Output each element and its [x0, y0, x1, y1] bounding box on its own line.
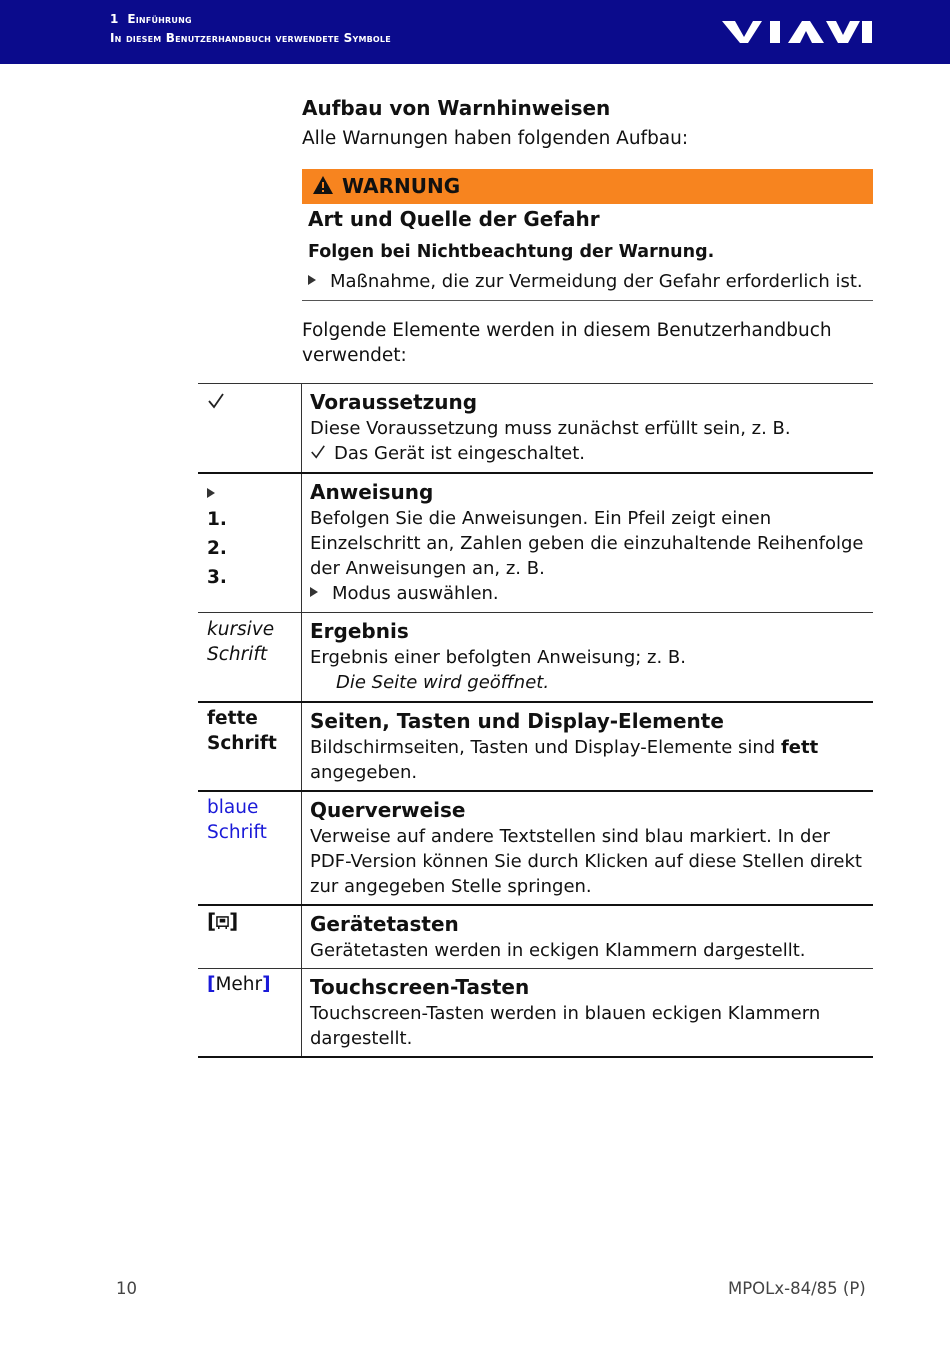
description-cell — [310, 703, 873, 790]
touchscreen-key-symbol — [207, 972, 271, 997]
example-text: Modus auswählen. — [332, 583, 499, 604]
description-cell — [310, 792, 873, 904]
elements-intro: Folgende Elemente werden in diesem Benutzerhandbuch verwendet: — [302, 320, 832, 366]
warning-triangle-icon — [312, 175, 334, 195]
row-example — [310, 581, 873, 607]
row-text: Touchscreen-Tasten werden in blauen eckigen Klammern dargestellt. — [310, 1003, 821, 1049]
symbol-cell — [198, 384, 302, 472]
step-number: 3. — [207, 567, 227, 588]
arrow-right-icon — [308, 275, 316, 285]
chapter-number: 1 — [110, 12, 119, 26]
danger-type: Art und Quelle der Gefahr — [308, 207, 600, 231]
italic-label: Schrift — [207, 644, 268, 665]
description-cell — [310, 613, 873, 701]
warning-banner — [302, 169, 873, 204]
viavi-logo — [722, 19, 872, 45]
blue-label: Schrift — [207, 822, 267, 843]
document-id: MPOLx-84/85 (P) — [728, 1279, 866, 1298]
chapter-title: Einführung — [127, 12, 192, 26]
section-title: In diesem Benutzerhandbuch verwendete Symbole — [110, 31, 391, 45]
row-title: Voraussetzung — [310, 390, 478, 414]
text-part: angegeben. — [310, 762, 418, 783]
page-header — [0, 0, 950, 64]
section-title-warnings: Aufbau von Warnhinweisen — [302, 96, 611, 120]
bracket-close: ] — [229, 909, 239, 933]
row-text: Verweise auf andere Textstellen sind blau markiert. In der PDF-Version können Sie durch Klicken auf diese Stellen direkt zur angegeben Stelle springen. — [310, 826, 862, 897]
italic-label: kursive — [207, 619, 275, 640]
page-number: 10 — [116, 1279, 137, 1298]
arrow-right-icon — [207, 482, 215, 507]
example-text: Die Seite wird geöffnet. — [336, 672, 550, 693]
arrow-right-icon — [310, 587, 318, 597]
row-example — [310, 441, 873, 467]
row-title: Touchscreen-Tasten — [310, 975, 530, 999]
row-title: Gerätetasten — [310, 912, 459, 936]
description-cell — [310, 906, 873, 968]
danger-measure-text: Maßnahme, die zur Vermeidung der Gefahr erforderlich ist. — [330, 271, 863, 292]
row-title: Querverweise — [310, 798, 466, 822]
bracket-close: ] — [262, 974, 271, 995]
symbol-cell — [198, 969, 302, 1056]
divider — [302, 300, 873, 301]
row-text: Befolgen Sie die Anweisungen. Ein Pfeil zeigt einen Einzelschritt an, Zahlen geben die einzuhaltende Reihenfolge der Anweisungen an, z. B. — [310, 508, 864, 579]
example-text: Das Gerät ist eingeschaltet. — [334, 443, 585, 464]
bold-label: Schrift — [207, 733, 277, 754]
symbol-cell — [198, 613, 302, 701]
table-row-device-keys — [198, 904, 873, 968]
row-title: Seiten, Tasten und Display-Elemente — [310, 709, 724, 733]
warning-label: WARNUNG — [342, 174, 461, 198]
description-cell — [310, 474, 873, 612]
symbols-table — [198, 383, 873, 1058]
row-text: Diese Voraussetzung muss zunächst erfüllt sein, z. B. — [310, 418, 791, 439]
text-bold: fett — [780, 737, 819, 758]
step-number: 1. — [207, 509, 227, 530]
bracket-open: [ — [207, 909, 217, 933]
table-row-result — [198, 612, 873, 701]
description-cell — [310, 384, 873, 472]
bold-label: fette — [207, 708, 258, 729]
description-cell — [310, 969, 873, 1056]
table-row-touchscreen-keys — [198, 968, 873, 1058]
row-title: Anweisung — [310, 480, 434, 504]
table-row-prerequisite — [198, 383, 873, 472]
checkmark-icon — [310, 444, 326, 460]
symbol-cell — [198, 906, 302, 968]
checkmark-icon — [207, 392, 225, 410]
key-label: Mehr — [215, 974, 263, 995]
step-number: 2. — [207, 538, 227, 559]
symbol-cell — [198, 703, 302, 790]
row-title: Ergebnis — [310, 619, 409, 643]
danger-measure — [308, 271, 863, 292]
symbol-cell — [198, 792, 302, 904]
text-part: Bildschirmseiten, Tasten und Display-Elemente sind — [310, 737, 776, 758]
device-key-symbol — [207, 909, 238, 934]
row-text: Gerätetasten werden in eckigen Klammern dargestellt. — [310, 940, 806, 961]
section-intro: Alle Warnungen haben folgenden Aufbau: — [302, 128, 689, 149]
blue-label: blaue — [207, 797, 259, 818]
device-key-icon — [216, 915, 229, 930]
bracket-open: [ — [207, 974, 216, 995]
chapter-heading — [110, 12, 192, 26]
table-row-pages-keys — [198, 701, 873, 790]
table-row-cross-references — [198, 790, 873, 904]
row-text — [310, 735, 873, 785]
symbol-cell — [198, 474, 302, 612]
danger-consequences: Folgen bei Nichtbeachtung der Warnung. — [308, 242, 715, 262]
section-heading — [110, 31, 391, 45]
row-text: Ergebnis einer befolgten Anweisung; z. B. — [310, 647, 686, 668]
table-row-instruction — [198, 472, 873, 612]
